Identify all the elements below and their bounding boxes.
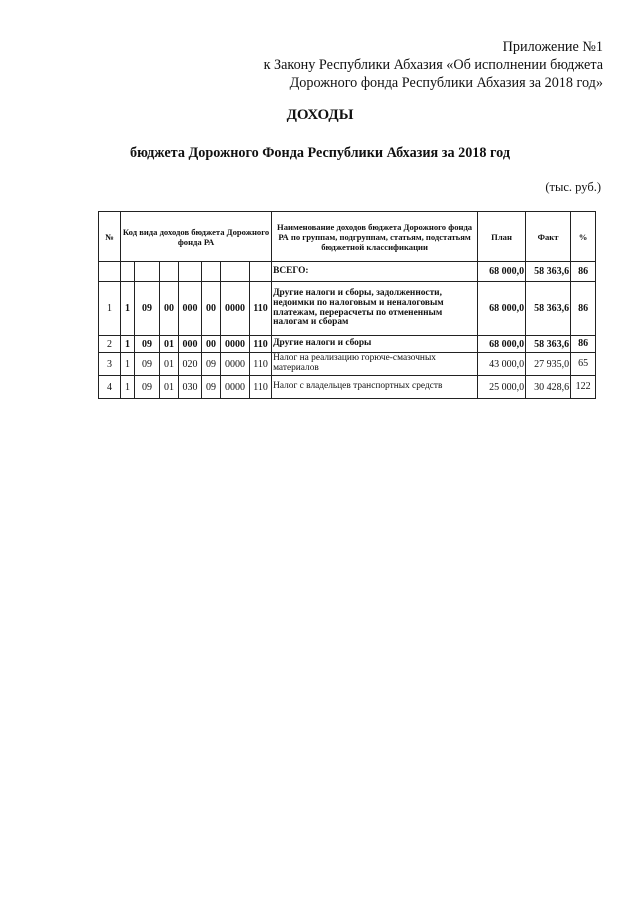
code-cell (221, 262, 250, 282)
header-fact: Факт (526, 212, 571, 262)
total-row (99, 262, 596, 282)
fact-value: 30 428,6 (526, 376, 571, 399)
code-cell: 110 (250, 336, 272, 353)
code-cell: 000 (179, 282, 202, 336)
table-header-row (99, 212, 596, 262)
table-row (99, 353, 596, 376)
row-num: 1 (99, 282, 121, 336)
code-cell: 0000 (221, 376, 250, 399)
plan-value: 25 000,0 (478, 376, 526, 399)
header-pct: % (571, 212, 596, 262)
code-cell: 0000 (221, 336, 250, 353)
code-cell: 09 (202, 353, 221, 376)
plan-value: 68 000,0 (478, 282, 526, 336)
code-cell: 01 (160, 376, 179, 399)
income-name: Другие налоги и сборы, задолженности, недоимки по налоговым и неналоговым платежам, перерасчеты по отмененным налогам и сборам (272, 282, 478, 336)
row-num: 4 (99, 376, 121, 399)
income-name: ВСЕГО: (272, 262, 478, 282)
pct-value: 65 (571, 353, 596, 376)
code-cell: 1 (121, 376, 135, 399)
plan-value: 68 000,0 (478, 262, 526, 282)
code-cell (179, 262, 202, 282)
code-cell: 00 (202, 282, 221, 336)
row-num: 2 (99, 336, 121, 353)
code-cell: 000 (179, 336, 202, 353)
pct-value: 86 (571, 262, 596, 282)
plan-value: 43 000,0 (478, 353, 526, 376)
document-subtitle: бюджета Дорожного Фонда Республики Абхазия за 2018 год (129, 145, 510, 161)
code-cell: 09 (135, 282, 160, 336)
code-cell: 1 (121, 353, 135, 376)
appendix-header (264, 38, 603, 92)
row-num (99, 262, 121, 282)
revenue-table (98, 211, 596, 399)
table-row (99, 376, 596, 399)
appendix-line: к Закону Республики Абхазия «Об исполнении бюджета (263, 57, 603, 73)
code-cell (121, 262, 135, 282)
row-num: 3 (99, 353, 121, 376)
pct-value: 122 (571, 376, 596, 399)
income-name: Другие налоги и сборы (272, 336, 478, 353)
code-cell: 00 (160, 282, 179, 336)
code-cell: 09 (135, 336, 160, 353)
header-plan: План (478, 212, 526, 262)
code-cell: 0000 (221, 353, 250, 376)
pct-value: 86 (571, 336, 596, 353)
fact-value: 58 363,6 (526, 282, 571, 336)
code-cell: 110 (250, 353, 272, 376)
income-name: Налог с владельцев транспортных средств (272, 376, 478, 399)
code-cell: 110 (250, 376, 272, 399)
code-cell: 01 (160, 336, 179, 353)
appendix-line: Дорожного фонда Республики Абхазия за 2018 год» (289, 75, 603, 91)
code-cell (250, 262, 272, 282)
code-cell: 00 (202, 336, 221, 353)
code-cell: 09 (135, 353, 160, 376)
table-row (99, 282, 596, 336)
code-cell: 020 (179, 353, 202, 376)
header-name: Наименование доходов бюджета Дорожного фонда РА по группам, подгруппам, статьям, подстатьям бюджетной классификации (272, 212, 478, 262)
units-note: (тыс. руб.) (545, 180, 601, 194)
pct-value: 86 (571, 282, 596, 336)
fact-value: 58 363,6 (526, 262, 571, 282)
plan-value: 68 000,0 (478, 336, 526, 353)
code-cell: 1 (121, 336, 135, 353)
income-name: Налог на реализацию горюче-смазочных материалов (272, 353, 478, 376)
fact-value: 27 935,0 (526, 353, 571, 376)
code-cell: 09 (202, 376, 221, 399)
document-title: ДОХОДЫ (286, 107, 354, 123)
code-cell (135, 262, 160, 282)
code-cell (160, 262, 179, 282)
code-cell: 0000 (221, 282, 250, 336)
code-cell: 030 (179, 376, 202, 399)
table-row (99, 336, 596, 353)
fact-value: 58 363,6 (526, 336, 571, 353)
code-cell (202, 262, 221, 282)
code-cell: 110 (250, 282, 272, 336)
header-num: № (99, 212, 121, 262)
code-cell: 01 (160, 353, 179, 376)
code-cell: 09 (135, 376, 160, 399)
appendix-line: Приложение №1 (502, 39, 603, 55)
header-code: Код вида доходов бюджета Дорожного фонда РА (121, 212, 272, 262)
code-cell: 1 (121, 282, 135, 336)
